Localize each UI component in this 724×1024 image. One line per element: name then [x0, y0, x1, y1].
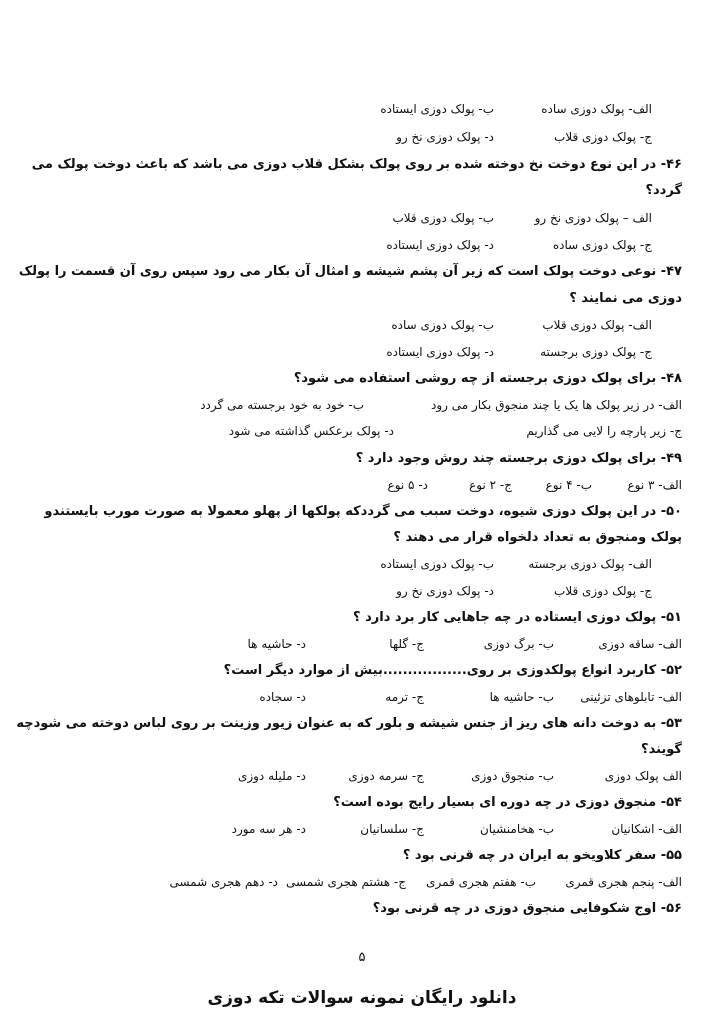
- answer-option: د- حاشیه ها: [247, 637, 306, 651]
- answer-option: ب- ۴ نوع: [545, 478, 592, 492]
- answer-option: ب- هخامنشیان: [479, 822, 554, 836]
- answer-option: د- هر سه مورد: [231, 822, 306, 836]
- answer-option: ج- ۲ نوع: [469, 478, 512, 492]
- answer-option: ج- سرمه دوزی: [348, 769, 424, 783]
- answer-option: د- دهم هجری شمسی: [169, 875, 278, 889]
- answer-option: الف پولک دوزی: [604, 769, 682, 783]
- answer-option: الف- پنجم هجری قمری: [565, 875, 682, 889]
- answer-option: د- سجاده: [259, 690, 306, 704]
- answer-option: الف- ۳ نوع: [627, 478, 682, 492]
- answer-option: ب- خود به خود برجسته می گردد: [200, 398, 364, 412]
- answer-option: ب- منجوق دوزی: [471, 769, 554, 783]
- question-text: گردد؟: [645, 183, 682, 198]
- question-text: ۵۲- کاربرد انواع پولکدوزی بر روی.................بیش از موارد دیگر است؟: [223, 663, 682, 678]
- question-text: ۵۴- منجوق دوزی در چه دوره ای بسیار رایج بوده است؟: [333, 795, 682, 810]
- answer-option: د- ۵ نوع: [387, 478, 428, 492]
- answer-option: د- پولک دوزی نخ رو: [396, 130, 494, 144]
- answer-option: ب- حاشیه ها: [489, 690, 554, 704]
- answer-option: ج- سلسانیان: [360, 822, 424, 836]
- answer-option: الف- تابلوهای تزئینی: [580, 690, 682, 704]
- answer-option: ب- پولک دوزی قلاب: [392, 211, 494, 225]
- question-text: ۵۳- به دوخت دانه های ریز از جنس شیشه و بلور که به عنوان زیور وزینت بر روی لباس دوخته می شودچه: [16, 716, 682, 731]
- answer-option: ج- ترمه: [385, 690, 424, 704]
- answer-option: ب- برگ دوزی: [483, 637, 554, 651]
- question-text: پولک ومنجوق به تعداد دلخواه قرار می دهند ؟: [393, 530, 682, 545]
- answer-option: الف- ساقه دوزی: [598, 637, 682, 651]
- answer-option: ب- هفتم هجری قمری: [426, 875, 536, 889]
- question-text: ۴۹- برای پولک دوزی برجسته چند روش وجود دارد ؟: [355, 451, 682, 466]
- question-text: ۵۰- در این پولک دوزی شیوه، دوخت سبب می گرددکه پولکها از پهلو معمولا به صورت مورب بایستندو: [44, 504, 682, 519]
- answer-option: ج- پولک دوزی قلاب: [554, 584, 652, 598]
- answer-option: ب- پولک دوزی ساده: [391, 318, 494, 332]
- answer-option: د- پولک برعکس گذاشته می شود: [228, 424, 394, 438]
- answer-option: الف- پولک دوزی برجسته: [528, 557, 652, 571]
- answer-option: الف- پولک دوزی قلاب: [542, 318, 652, 332]
- answer-option: الف – پولک دوزی نخ رو: [534, 211, 652, 225]
- footer-title: دانلود رایگان نمونه سوالات تکه دوزی: [207, 988, 517, 1008]
- answer-option: ج- زیر پارچه را لایی می گذاریم: [526, 424, 682, 438]
- question-text: ۴۸- برای پولک دوزی برجسته از چه روشی استفاده می شود؟: [293, 371, 682, 386]
- answer-option: الف- اشکانیان: [611, 822, 682, 836]
- answer-option: الف- در زیر پولک ها یک یا چند منجوق بکار می رود: [430, 398, 682, 412]
- answer-option: د- پولک دوزی ایستاده: [386, 345, 494, 359]
- answer-option: ج- هشتم هجری شمسی: [286, 875, 406, 889]
- answer-option: د- پولک دوزی ایستاده: [386, 238, 494, 252]
- question-text: ۴۷- نوعی دوخت پولک است که زیر آن پشم شیشه و امثال آن بکار می رود سپس روی آن قسمت را پولک: [18, 264, 682, 279]
- answer-option: ب- پولک دوزی ایستاده: [380, 102, 494, 116]
- question-text: ۴۶- در این نوع دوخت نخ دوخته شده بر روی پولک بشکل قلاب دوزی می باشد که باعث دوخت پولک می: [31, 157, 682, 172]
- answer-option: ب- پولک دوزی ایستاده: [380, 557, 494, 571]
- page-number: ۵: [358, 950, 366, 965]
- answer-option: ج- پولک دوزی قلاب: [554, 130, 652, 144]
- answer-option: ج- پولک دوزی ساده: [552, 238, 652, 252]
- answer-option: د- ملیله دوزی: [237, 769, 306, 783]
- question-text: ۵۱- پولک دوزی ایستاده در چه جاهایی کار برد دارد ؟: [353, 610, 682, 625]
- answer-option: د- پولک دوزی نخ رو: [396, 584, 494, 598]
- question-text: ۵۶- اوج شکوفایی منجوق دوزی در چه قرنی بود؟: [372, 901, 682, 916]
- question-text: گویند؟: [641, 742, 682, 757]
- question-text: ۵۵- سفر کلاویخو به ایران در چه قرنی بود ؟: [402, 848, 682, 863]
- answer-option: ج- گلها: [389, 637, 424, 651]
- answer-option: الف- پولک دوزی ساده: [541, 102, 652, 116]
- question-text: دوزی می نمایند ؟: [569, 291, 682, 306]
- answer-option: ج- پولک دوزی برجسته: [540, 345, 652, 359]
